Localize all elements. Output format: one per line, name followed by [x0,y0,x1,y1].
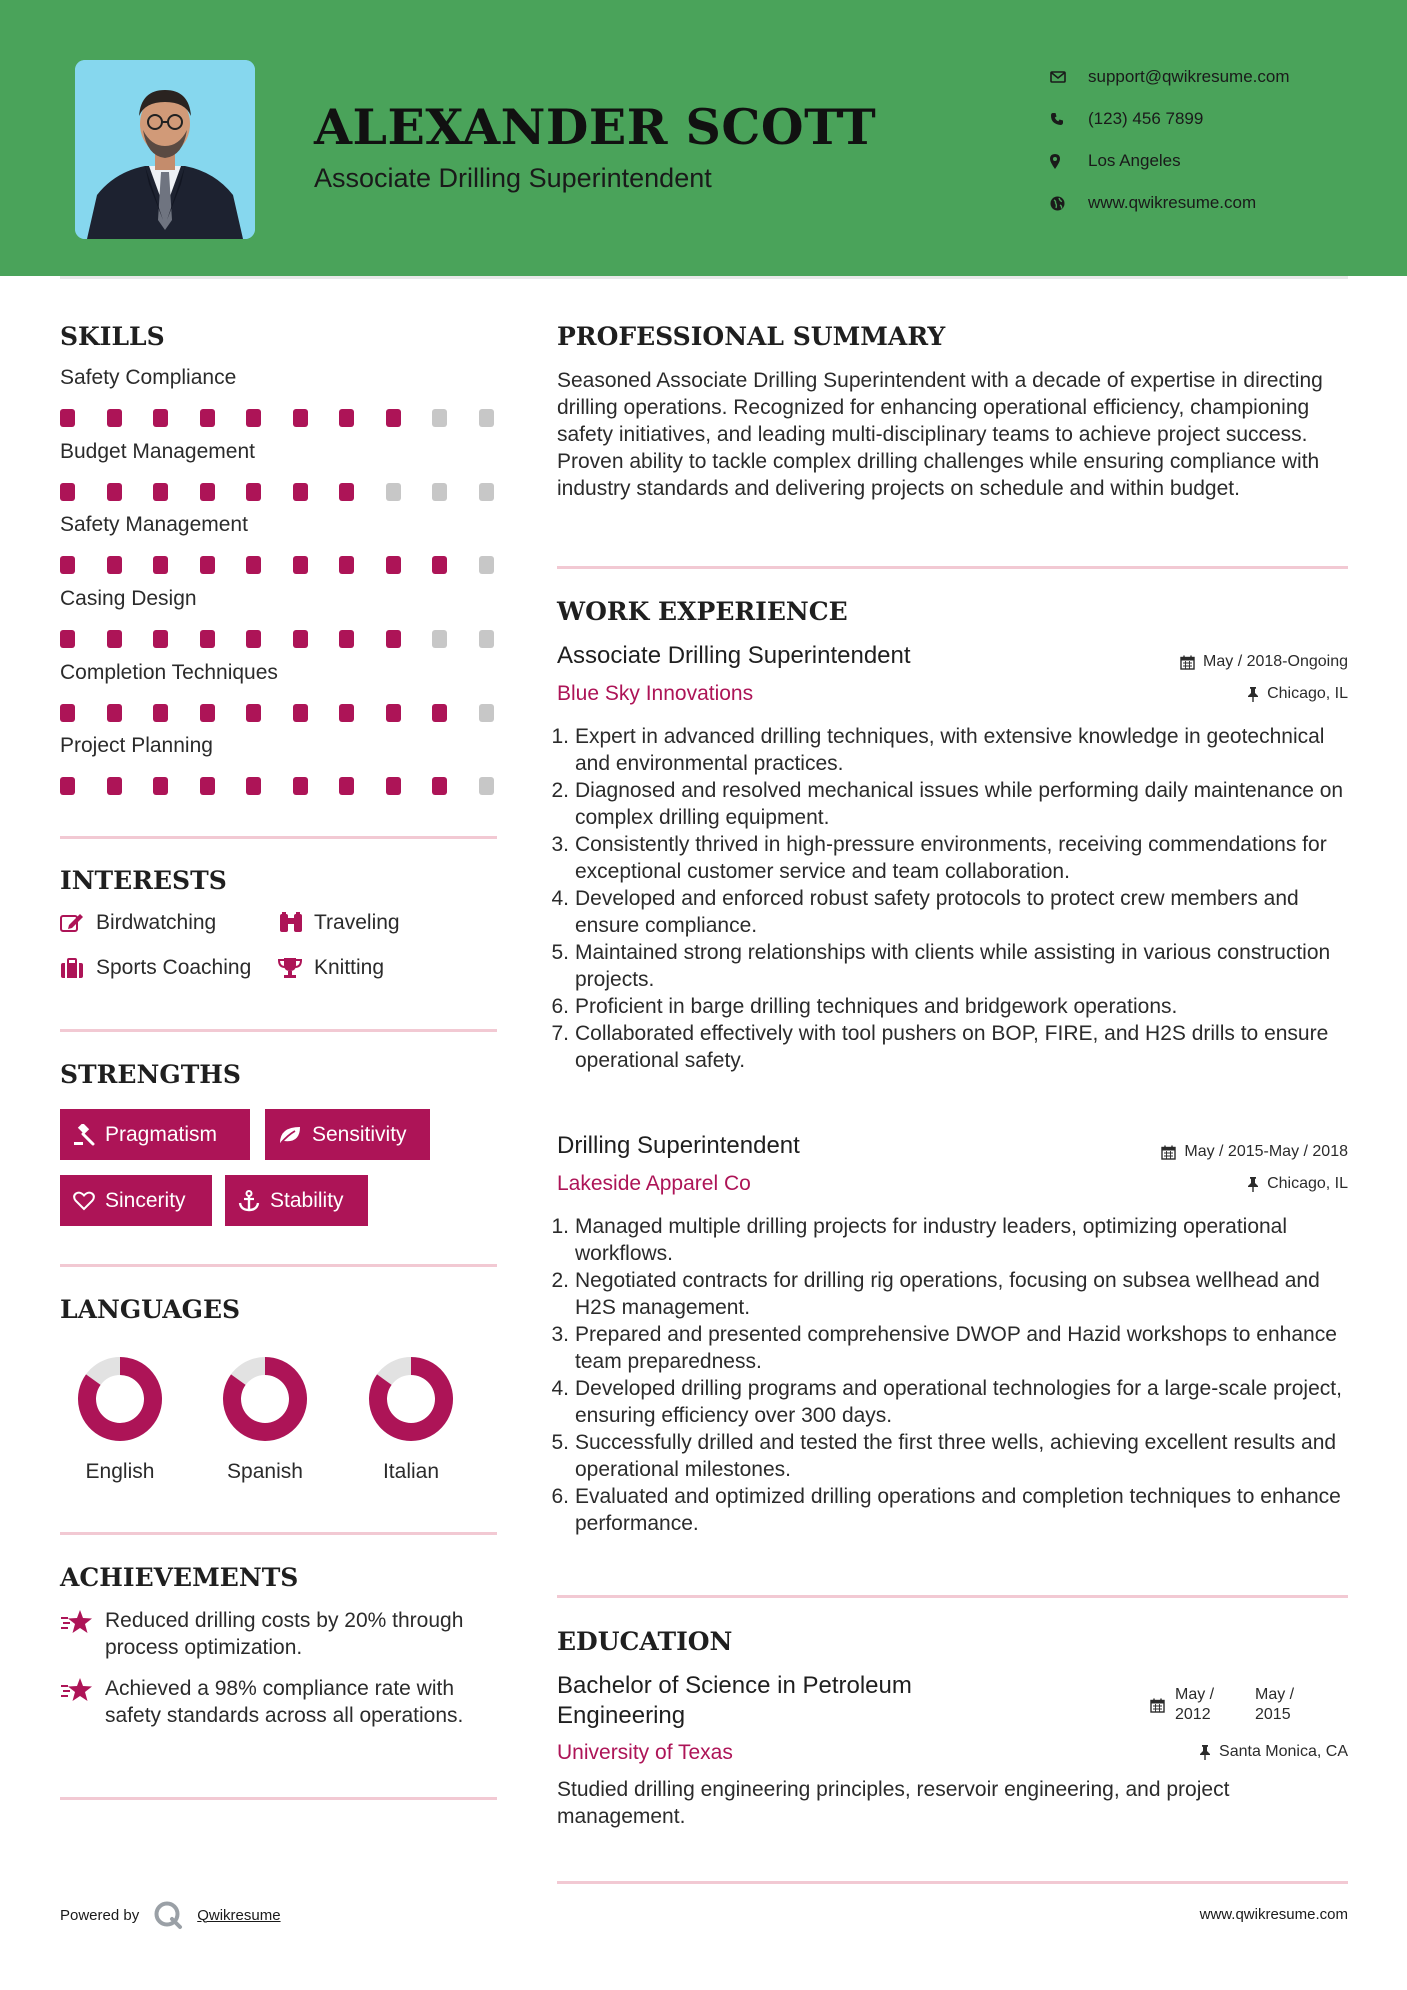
resume-header [0,0,1407,276]
star-icon [60,1607,105,1661]
rating-dot-filled [153,777,168,795]
language-item [65,1356,175,1484]
contact-phone[interactable] [1050,98,1290,140]
skill-rating [60,556,500,576]
rating-dot-empty [479,704,494,722]
experience-heading: WORK EXPERIENCE [557,597,848,626]
rating-dot-filled [60,483,75,501]
language-proficiency-ring [77,1356,163,1442]
list-item: 4. Developed and enforced robust safety protocols to protect crew members and ensure compliance. [557,885,1347,939]
rating-dot-filled [386,777,401,795]
job-location [1247,1175,1348,1193]
language-name: English [85,1460,155,1483]
skill-item [60,440,500,503]
calendar-icon [1180,655,1195,670]
interests-heading: INTERESTS [60,866,227,895]
rating-dot-filled [60,556,75,574]
skill-item [60,734,500,797]
summary-text: Seasoned Associate Drilling Superintendent with a decade of expertise in directing drilling operations. Recognized for enhancing operational efficiency, championing safety initiatives, and leading multi-disciplinary teams to achieve project success. Proven ability to tackle complex drilling challenges while ensuring compliance with industry standards and delivering projects on schedule and within budget. [557,369,1323,500]
job-location-text: Chicago, IL [1267,1175,1348,1192]
footer-website[interactable]: www.qwikresume.com [1199,1906,1348,1923]
job-dates [1180,653,1348,671]
rating-dot-filled [153,704,168,722]
edit-icon [60,913,96,933]
list-item: 4. Developed drilling programs and operational technologies for a large-scale project, ensuring efficiency over 300 days. [557,1375,1347,1429]
section-divider [60,1029,497,1032]
rating-dot-empty [479,556,494,574]
rating-dot-filled [60,777,75,795]
strength-label: Stability [270,1188,344,1212]
person-photo-icon [75,60,255,239]
bullet-text: Developed drilling programs and operational technologies for a large-scale project, ensuring efficiency over 300 days. [575,1377,1342,1427]
skill-item [60,366,500,429]
achievement-item [60,1675,510,1729]
strength-chip [60,1175,212,1226]
rating-dot-filled [246,409,261,427]
rating-dot-filled [153,483,168,501]
start-year: 2012 [1175,1706,1211,1723]
pushpin-icon [1247,1177,1259,1192]
binoculars-icon [278,912,314,934]
pushpin-icon [1247,687,1259,702]
rating-dot-empty [432,409,447,427]
rating-dot-filled [432,777,447,795]
company-name: Lakeside Apparel Co [557,1172,751,1195]
rating-dot-filled [200,630,215,648]
rating-dot-filled [293,483,308,501]
bullet-text: Negotiated contracts for drilling rig operations, focusing on subsea wellhead and H2S management. [575,1269,1320,1319]
skill-item [60,661,500,724]
rating-dot-filled [246,483,261,501]
education-description: Studied drilling engineering principles, reservoir engineering, and project management. [557,1778,1230,1828]
contact-location-text: Los Angeles [1088,151,1181,170]
candidate-name: ALEXANDER SCOTT [314,98,877,156]
education-end-date [1255,1685,1294,1725]
job-dates-text: May / 2018-Ongoing [1203,653,1348,670]
contact-email-text: support@qwikresume.com [1088,67,1290,86]
strength-label: Sensitivity [312,1122,407,1146]
interest-item [60,956,251,980]
job-location [1247,685,1348,703]
rating-dot-filled [246,777,261,795]
candidate-title: Associate Drilling Superintendent [314,163,712,193]
end-year: 2015 [1255,1706,1291,1723]
contact-website-text: www.qwikresume.com [1088,193,1257,212]
job-location-text: Chicago, IL [1267,685,1348,702]
strength-chip [225,1175,368,1226]
rating-dot-filled [293,777,308,795]
job-bullets [551,1213,1347,1537]
bullet-text: Developed and enforced robust safety protocols to protect crew members and ensure compliance. [575,887,1299,937]
rating-dot-filled [293,409,308,427]
strength-chip [265,1109,430,1160]
bullet-text: Proficient in barge drilling techniques and bridgework operations. [575,995,1178,1018]
envelope-icon [1050,71,1088,83]
rating-dot-filled [107,556,122,574]
footer-powered-by [60,1900,281,1930]
rating-dot-filled [386,704,401,722]
section-divider [60,1532,497,1535]
skill-name: Budget Management [60,440,255,463]
header-underline [60,276,1348,279]
list-item: 5. Maintained strong relationships with clients while assisting in various construction projects. [557,939,1347,993]
section-divider [557,1881,1348,1884]
rating-dot-filled [339,556,354,574]
bullet-text: Collaborated effectively with tool pushers on BOP, FIRE, and H2S drills to ensure operational safety. [575,1022,1329,1072]
interest-item [278,956,384,980]
bullet-text: Managed multiple drilling projects for industry leaders, optimizing operational workflows. [575,1215,1288,1265]
rating-dot-empty [432,483,447,501]
rating-dot-empty [479,483,494,501]
rating-dot-filled [432,704,447,722]
job-bullets [551,723,1347,1074]
rating-dot-empty [479,409,494,427]
achievement-item [60,1607,510,1661]
skill-name: Project Planning [60,734,213,757]
list-item: 2. Diagnosed and resolved mechanical issues while performing daily maintenance on complex drilling equipment. [557,777,1347,831]
strength-label: Sincerity [105,1188,186,1212]
rating-dot-empty [479,777,494,795]
leaf-icon [278,1125,302,1145]
skill-name: Completion Techniques [60,661,278,684]
section-divider [557,1595,1348,1598]
rating-dot-filled [293,630,308,648]
job-title: Drilling Superintendent [557,1132,800,1159]
list-item: 2. Negotiated contracts for drilling rig operations, focusing on subsea wellhead and H2S management. [557,1267,1347,1321]
language-item [356,1356,466,1484]
language-name: Spanish [227,1460,303,1483]
languages-heading: LANGUAGES [60,1295,241,1324]
bullet-text: Maintained strong relationships with clients while assisting in various construction projects. [575,941,1331,991]
strength-chip [60,1109,250,1160]
heart-icon [73,1191,95,1211]
degree-title-line1: Bachelor of Science in Petroleum [557,1672,912,1699]
list-item: 7. Collaborated effectively with tool pushers on BOP, FIRE, and H2S drills to ensure operational safety. [557,1020,1347,1074]
briefcase-icon [60,958,96,978]
rating-dot-filled [339,777,354,795]
list-item: 3. Prepared and presented comprehensive DWOP and Hazid workshops to enhance team preparedness. [557,1321,1347,1375]
list-item: 1. Expert in advanced drilling techniques, with extensive knowledge in geotechnical and environmental practices. [557,723,1347,777]
rating-dot-filled [339,483,354,501]
skill-name: Safety Compliance [60,366,237,389]
rating-dot-filled [200,556,215,574]
skill-rating [60,630,500,650]
section-divider [557,566,1348,569]
map-marker-icon [1050,154,1088,169]
calendar-icon [1150,1698,1165,1713]
rating-dot-filled [339,409,354,427]
rating-dot-filled [107,409,122,427]
rating-dot-filled [153,409,168,427]
qwikresume-link[interactable]: Qwikresume [197,1906,281,1924]
achievement-text: Achieved a 98% compliance rate with safety standards across all operations. [105,1677,464,1727]
rating-dot-filled [339,630,354,648]
rating-dot-filled [386,409,401,427]
profile-photo [75,60,255,239]
rating-dot-filled [200,409,215,427]
interest-label: Knitting [314,956,385,979]
language-item [210,1356,320,1484]
job-title: Associate Drilling Superintendent [557,642,911,669]
rating-dot-filled [107,777,122,795]
company-name: Blue Sky Innovations [557,682,754,705]
pushpin-icon [1199,1745,1211,1760]
interest-item [60,911,216,935]
achievements-heading: ACHIEVEMENTS [60,1563,299,1592]
rating-dot-filled [200,483,215,501]
school-name: University of Texas [557,1741,733,1764]
bullet-text: Evaluated and optimized drilling operations and completion techniques to enhance performance. [575,1485,1341,1535]
list-item: 6. Proficient in barge drilling techniques and bridgework operations. [551,995,1178,1018]
rating-dot-empty [432,630,447,648]
bullet-text: Expert in advanced drilling techniques, with extensive knowledge in geotechnical and environmental practices. [575,725,1325,775]
rating-dot-filled [200,704,215,722]
contact-list [1050,56,1290,224]
bullet-text: Prepared and presented comprehensive DWOP and Hazid workshops to enhance team preparedness. [575,1323,1337,1373]
contact-location [1050,140,1290,182]
star-icon [60,1675,105,1729]
bullet-text: Consistently thrived in high-pressure environments, receiving commendations for exceptional customer service and team collaboration. [575,833,1327,883]
summary-heading: PROFESSIONAL SUMMARY [557,322,946,351]
list-item: 5. Successfully drilled and tested the first three wells, achieving excellent results and operational milestones. [557,1429,1347,1483]
skill-rating [60,483,500,503]
education-start-date [1175,1685,1245,1725]
interest-item [278,911,400,935]
language-proficiency-ring [368,1356,454,1442]
contact-phone-text: (123) 456 7899 [1088,109,1204,128]
rating-dot-filled [153,630,168,648]
rating-dot-filled [153,556,168,574]
bullet-text: Diagnosed and resolved mechanical issues while performing daily maintenance on complex drilling equipment. [575,779,1344,829]
job-dates [1161,1143,1348,1161]
section-divider [60,1264,497,1267]
education-heading: EDUCATION [557,1627,733,1656]
skill-item [60,587,500,650]
trophy-icon [278,957,314,979]
rating-dot-filled [60,630,75,648]
calendar-icon [1161,1145,1176,1160]
section-divider [60,836,497,839]
skill-rating [60,777,500,797]
globe-icon [1050,196,1088,211]
rating-dot-filled [339,704,354,722]
end-month: May / [1255,1686,1295,1703]
rating-dot-filled [386,556,401,574]
section-divider [60,1797,497,1800]
strengths-heading: STRENGTHS [60,1060,241,1089]
skills-heading: SKILLS [60,322,165,351]
rating-dot-filled [60,704,75,722]
list-item: 3. Consistently thrived in high-pressure environments, receiving commendations for exceptional customer service and team collaboration. [557,831,1347,885]
achievement-text: Reduced drilling costs by 20% through process optimization. [105,1609,464,1659]
skill-rating [60,409,500,429]
phone-icon [1050,112,1088,126]
rating-dot-filled [200,777,215,795]
education-location [1199,1743,1348,1761]
skill-name: Casing Design [60,587,197,610]
list-item: 6. Evaluated and optimized drilling operations and completion techniques to enhance performance. [557,1483,1347,1537]
rating-dot-empty [386,483,401,501]
rating-dot-empty [479,630,494,648]
strength-label: Pragmatism [105,1122,218,1146]
education-location-text: Santa Monica, CA [1219,1743,1348,1760]
list-item: 1. Managed multiple drilling projects for industry leaders, optimizing operational workflows. [557,1213,1347,1267]
skill-rating [60,704,500,724]
powered-by-text: Powered by [60,1906,140,1924]
gavel-icon [73,1124,95,1146]
skill-name: Safety Management [60,513,248,536]
contact-website[interactable] [1050,182,1290,224]
rating-dot-filled [60,409,75,427]
qwikresume-logo-icon [153,1900,183,1930]
language-name: Italian [382,1460,440,1483]
bullet-text: Successfully drilled and tested the first three wells, achieving excellent results and operational milestones. [575,1431,1337,1481]
language-proficiency-ring [222,1356,308,1442]
rating-dot-filled [432,556,447,574]
interest-label: Birdwatching [96,911,217,934]
rating-dot-filled [246,704,261,722]
contact-email[interactable] [1050,56,1290,98]
rating-dot-filled [107,704,122,722]
skill-item [60,513,500,576]
interest-label: Sports Coaching [96,956,252,979]
start-month: May / [1175,1686,1215,1703]
rating-dot-filled [107,483,122,501]
rating-dot-filled [293,556,308,574]
rating-dot-filled [386,630,401,648]
rating-dot-filled [246,556,261,574]
degree-title-line2: Engineering [557,1702,686,1729]
education-dates [1150,1685,1294,1725]
anchor-icon [238,1190,260,1212]
job-dates-text: May / 2015-May / 2018 [1184,1143,1348,1160]
interest-label: Traveling [314,911,400,934]
rating-dot-filled [107,630,122,648]
rating-dot-filled [246,630,261,648]
rating-dot-filled [293,704,308,722]
